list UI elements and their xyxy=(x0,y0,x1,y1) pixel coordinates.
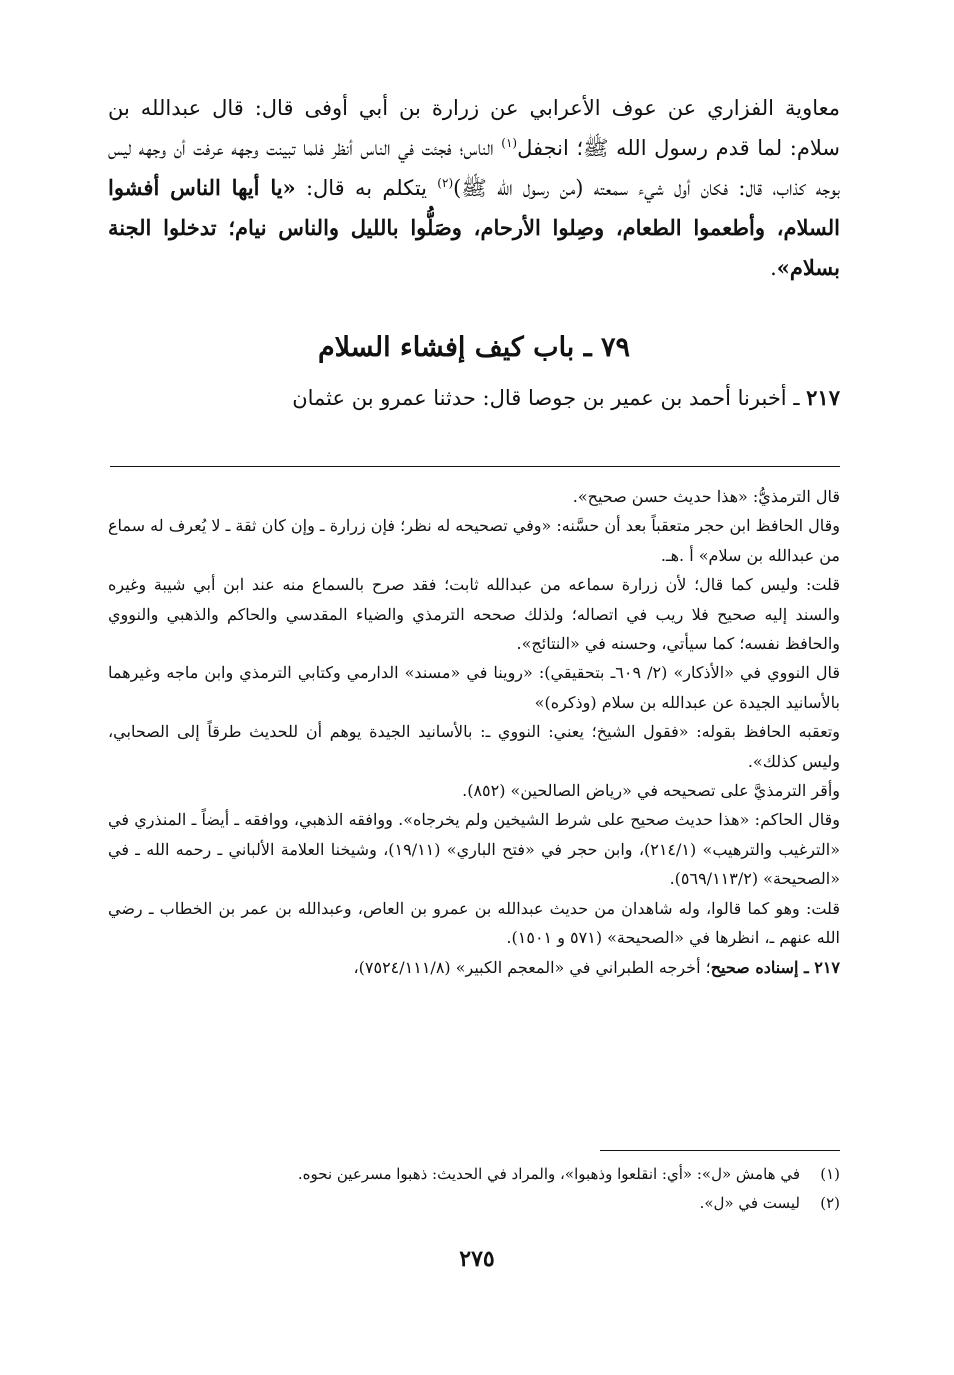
footnote-ref-1[interactable]: (١) xyxy=(501,136,518,150)
hadith-number: ٢١٧ xyxy=(806,385,840,410)
commentary-paragraph: قال الترمذيُّ: «هذا حديث حسن صحيح». xyxy=(572,487,840,506)
commentary-paragraph: وقال الحاكم: «هذا حديث صحيح على شرط الشيخين ولم يخرجاه». ووافقه الذهبي، ووافقه ـ أيضاً ـ المنذري في «الترغيب والترهيب» (٢١٤/١)، وابن حجر في «فتح الباري» (١٩/١١)، وشيخنا العلامة الألباني ـ رحمه الله ـ في «الصحيحة» (٥٦٩/١١٣/٢). xyxy=(108,810,841,889)
commentary-paragraph: قلت: وهو كما قالوا، وله شاهدان من حديث عبدالله بن عمرو بن العاص، وعبدالله بن عمر بن الخطاب ـ رضي الله عنهم ـ، انظرها في «الصحيحة» (٥٧١ و ١٥٠١). xyxy=(108,898,840,948)
commentary xyxy=(108,482,840,982)
hadith-start xyxy=(108,378,840,418)
footnote-number: (٢) xyxy=(820,1194,840,1212)
footnotes xyxy=(108,1160,840,1218)
commentary-divider xyxy=(110,466,840,467)
commentary-last-text: ؛ أخرجه الطبراني في «المعجم الكبير» (٧٥٢٤/١١١/٨)، xyxy=(353,957,711,977)
footnote-divider xyxy=(600,1150,840,1151)
footnote-text: في هامش «ل»: «أي: انقلعوا وذهبوا»، والمراد في الحديث: ذهبوا مسرعين نحوه. xyxy=(297,1165,800,1183)
page-number: ٢٧٥ xyxy=(459,1246,495,1272)
main-text xyxy=(108,88,840,288)
footnote-number: (١) xyxy=(820,1165,840,1183)
main-text-start: معاوية الفزاري عن عوف الأعرابي عن زرارة بن أبي أوفى قال: قال عبدالله بن سلام: لما قدم رسول الله ﷺ؛ انجفل xyxy=(108,96,840,160)
chapter-title: ٧٩ ـ باب كيف إفشاء السلام xyxy=(317,332,631,363)
footnote-ref-2[interactable]: (٢) xyxy=(437,176,454,190)
commentary-paragraph: قال النووي في «الأذكار» (٢/ ٦٠٩ـ بتحقيقي): «روينا في «مسند» الدارمي وكتابي الترمذي وابن ماجه وغيرهما بالأسانيد الجيدة عن عبدالله بن سلام (وذكره)» xyxy=(108,663,841,712)
main-text-mid: الناس؛ فجئت في الناس أنظر فلما تبينت وجهه عرفت أن وجهه ليس بوجه كذاب، قال: فكان أول شيء سمعته (من رسول الله ﷺ) xyxy=(108,136,840,200)
hadith-chain: ـ أخبرنا أحمد بن عمير بن جوصا قال: حدثنا عمرو بن عثمان xyxy=(292,386,807,410)
footnote-2 xyxy=(108,1189,840,1218)
commentary-paragraph: وقال الحافظ ابن حجر متعقباً بعد أن حسَّنه: «وفي تصحيحه له نظر؛ فإن زرارة ـ وإن كان ثقة ـ لا يُعرف له سماع من عبدالله بن سلام» أ .هـ. xyxy=(108,516,840,565)
commentary-last-paragraph xyxy=(108,953,840,982)
commentary-hadith-number: ٢١٧ xyxy=(814,957,840,977)
commentary-paragraph: وأقر الترمذيَّ على تصحيحه في «رياض الصالحين» (٨٥٢). xyxy=(462,781,840,801)
commentary-paragraph: قلت: وليس كما قال؛ لأن زرارة سماعه من عبدالله ثابت؛ فقد صرح بالسماع منه عند ابن أبي شيبة وغيره والسند إليه صحيح فلا ريب في اتصاله؛ ولذلك صححه الترمذي والضياء المقدسي والحاكم والذهبي والنووي والحافظ نفسه؛ كما سيأتي، وحسنه في «النتائج». xyxy=(108,575,840,654)
commentary-paragraph: وتعقبه الحافظ بقوله: «فقول الشيخ؛ يعني: النووي ـ: بالأسانيد الجيدة يوهم أن للحديث طرقاً إلى الصحابي، وليس كذلك». xyxy=(108,722,840,771)
isnad-verdict: ـ إسناده صحيح xyxy=(710,957,815,977)
main-text-intro: يتكلم به قال: xyxy=(295,176,438,200)
footnote-text: ليست في «ل». xyxy=(699,1194,800,1212)
main-text-end: . xyxy=(770,256,777,280)
hadith-quote: «يا أيها الناس أفشوا السلام، وأطعموا الطعام، وصِلوا الأرحام، وصَلُّوا بالليل والناس نيام؛ تدخلوا الجنة بسلام» xyxy=(108,175,840,280)
footnote-1 xyxy=(108,1160,840,1189)
